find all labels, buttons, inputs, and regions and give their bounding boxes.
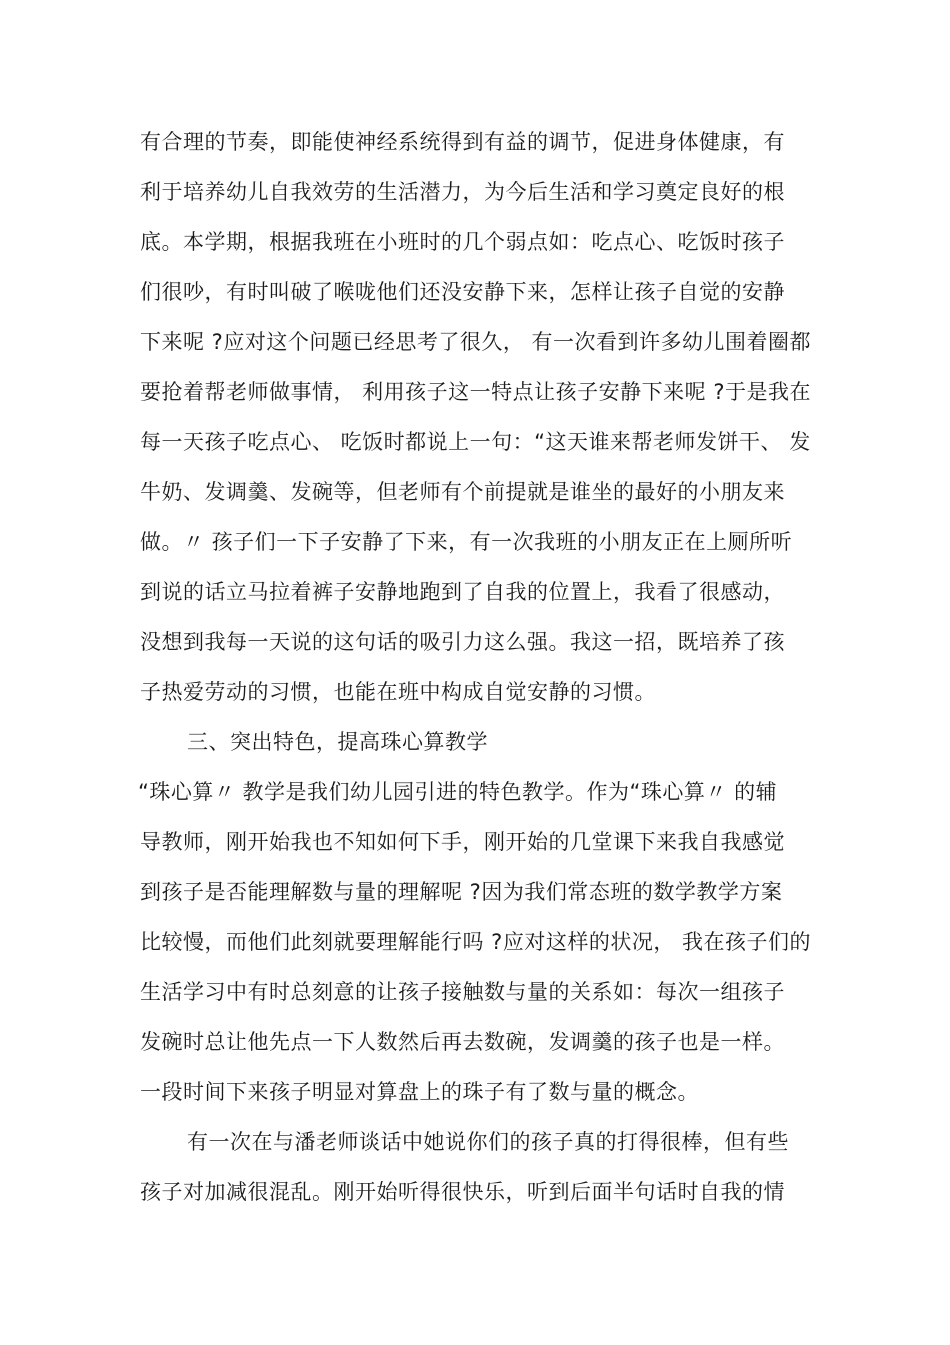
- section-heading: 三、突出特色，提高珠心算教学: [187, 730, 488, 754]
- paragraph-line: 没想到我每一天说的这句话的吸引力这么强。我这一招，既培养了孩: [140, 630, 785, 654]
- paragraph-line: 生活学习中有时总刻意的让孩子接触数与量的关系如：每次一组孩子: [140, 980, 785, 1004]
- paragraph-line: 有合理的节奏，即能使神经系统得到有益的调节，促进身体健康，有: [140, 130, 785, 154]
- paragraph-line: 要抢着帮老师做事情， 利用孩子这一特点让孩子安静下来呢 ?于是我在: [140, 380, 811, 404]
- paragraph-line: 做。〃 孩子们一下子安静了下来，有一次我班的小朋友正在上厕所听: [140, 530, 793, 554]
- paragraph-line: 导教师，刚开始我也不知如何下手，刚开始的几堂课下来我自我感觉: [140, 830, 785, 854]
- paragraph-line: 孩子对加减很混乱。刚开始听得很快乐，听到后面半句话时自我的情: [140, 1180, 785, 1204]
- paragraph-line: 利于培养幼儿自我效劳的生活潜力，为今后生活和学习奠定良好的根: [140, 180, 785, 204]
- paragraph-line: “珠心算〃 教学是我们幼儿园引进的特色教学。作为“珠心算〃 的辅: [138, 780, 778, 804]
- paragraph-line: 牛奶、发调羹、发碗等，但老师有个前提就是谁坐的最好的小朋友来: [140, 480, 785, 504]
- paragraph-line: 到说的话立马拉着裤子安静地跑到了自我的位置上，我看了很感动，: [140, 580, 785, 604]
- paragraph-line: 发碗时总让他先点一下人数然后再去数碗，发调羹的孩子也是一样。: [140, 1030, 785, 1054]
- paragraph-line: 比较慢，而他们此刻就要理解能行吗 ?应对这样的状况， 我在孩子们的: [140, 930, 811, 954]
- paragraph-line: 每一天孩子吃点心、 吃饭时都说上一句：“这天谁来帮老师发饼干、 发: [140, 430, 811, 454]
- paragraph-line: 们很吵，有时叫破了喉咙他们还没安静下来，怎样让孩子自觉的安静: [140, 280, 785, 304]
- paragraph-line: 下来呢 ?应对这个问题已经思考了很久， 有一次看到许多幼儿围着圈都: [140, 330, 811, 354]
- paragraph-line: 到孩子是否能理解数与量的理解呢 ?因为我们常态班的数学教学方案: [140, 880, 783, 904]
- paragraph-line: 一段时间下来孩子明显对算盘上的珠子有了数与量的概念。: [140, 1080, 699, 1104]
- paragraph-line: 子热爱劳动的习惯，也能在班中构成自觉安静的习惯。: [140, 680, 656, 704]
- paragraph-line: 有一次在与潘老师谈话中她说你们的孩子真的打得很棒，但有些: [187, 1130, 789, 1154]
- paragraph-line: 底。本学期，根据我班在小班时的几个弱点如：吃点心、吃饭时孩子: [140, 230, 785, 254]
